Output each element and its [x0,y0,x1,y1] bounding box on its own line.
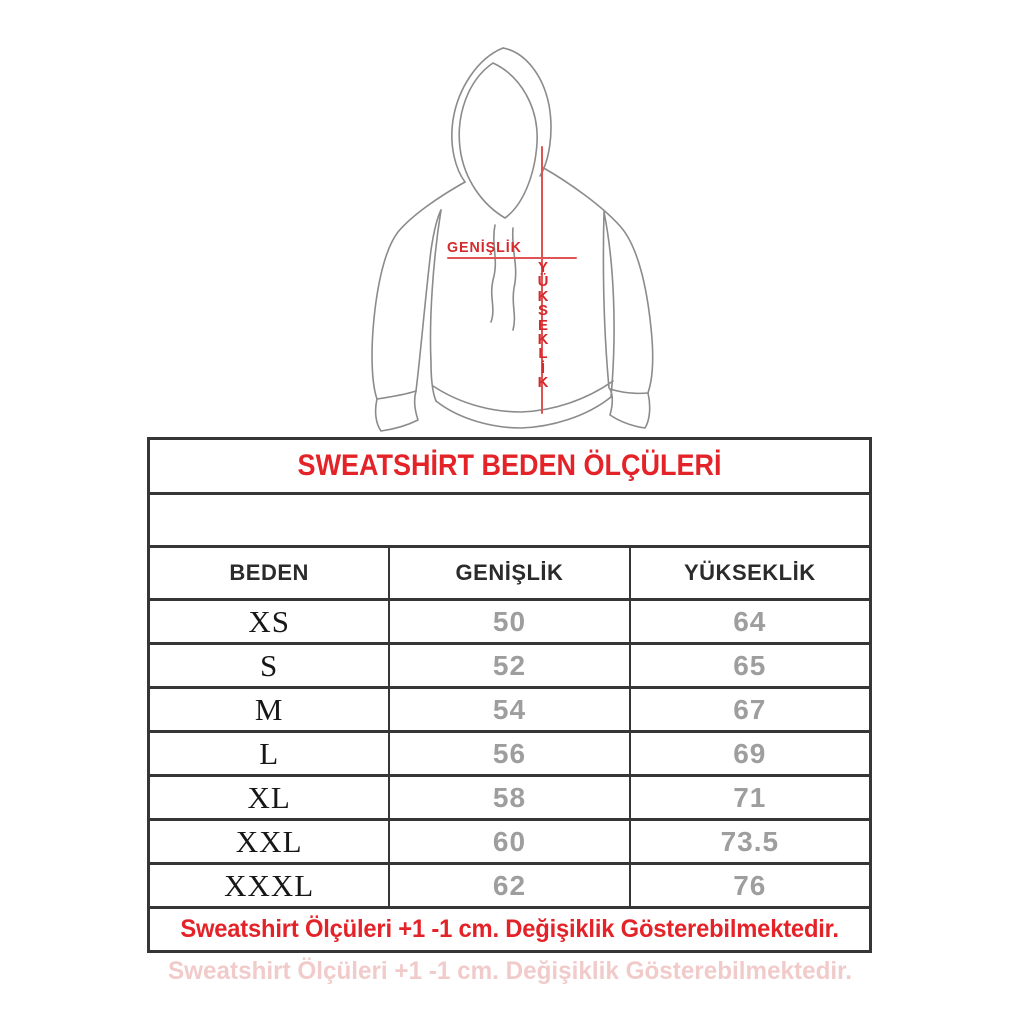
height-cell: 71 [733,781,767,813]
table-row [150,865,869,909]
height-measure-letter: K [537,331,549,349]
size-cell: XXL [150,821,390,862]
width-cell: 58 [390,777,630,818]
height-cell: 69 [733,737,767,769]
width-cell: 62 [390,865,630,906]
size-cell: S [150,645,390,686]
height-measure-letter: İ [540,359,546,377]
width-cell: 54 [390,689,630,730]
table-row [150,689,869,733]
width-measure-label: GENİŞLİK [447,239,522,256]
width-cell: 50 [390,601,630,642]
height-measure-label [533,261,553,391]
table-body [150,601,869,909]
column-header-genislik: GENİŞLİK [390,548,630,598]
table-row [150,733,869,777]
size-table [147,437,872,953]
measurement-lines [448,147,576,413]
height-cell: 64 [733,605,767,637]
size-cell: XXXL [150,865,390,906]
table-footer-row [150,909,869,950]
height-measure-letter: K [537,287,549,305]
table-header-row [150,548,869,601]
size-cell: L [150,733,390,774]
height-cell: 73.5 [720,825,780,857]
height-cell: 67 [733,693,767,725]
table-row [150,645,869,689]
size-cell: XS [150,601,390,642]
table-title: SWEATSHİRT BEDEN ÖLÇÜLERİ [297,449,722,482]
size-cell: XL [150,777,390,818]
height-measure-letter: Y [537,259,548,276]
table-row [150,777,869,821]
column-header-beden: BEDEN [150,548,390,598]
table-row [150,821,869,865]
table-footnote: Sweatshirt Ölçüleri +1 -1 cm. Değişiklik Gösterebilmektedir. [180,915,839,943]
height-measure-letter: S [537,302,548,320]
size-cell: M [150,689,390,730]
table-row [150,601,869,645]
height-cell: 76 [733,869,767,901]
table-empty-row [150,495,869,548]
width-cell: 52 [390,645,630,686]
height-measure-letter: E [537,316,548,334]
height-measure-letter: Ü [537,273,549,291]
width-cell: 60 [390,821,630,862]
height-measure-letter: K [537,374,549,392]
height-measure-letter: L [538,345,548,363]
height-cell: 65 [733,649,767,681]
width-cell: 56 [390,733,630,774]
table-title-row [150,440,869,495]
cropped-ghost-text: Sweatshirt Ölçüleri +1 -1 cm. Değişiklik Gösterebilmektedir. [168,957,853,985]
column-header-yukseklik: YÜKSEKLİK [684,560,816,585]
